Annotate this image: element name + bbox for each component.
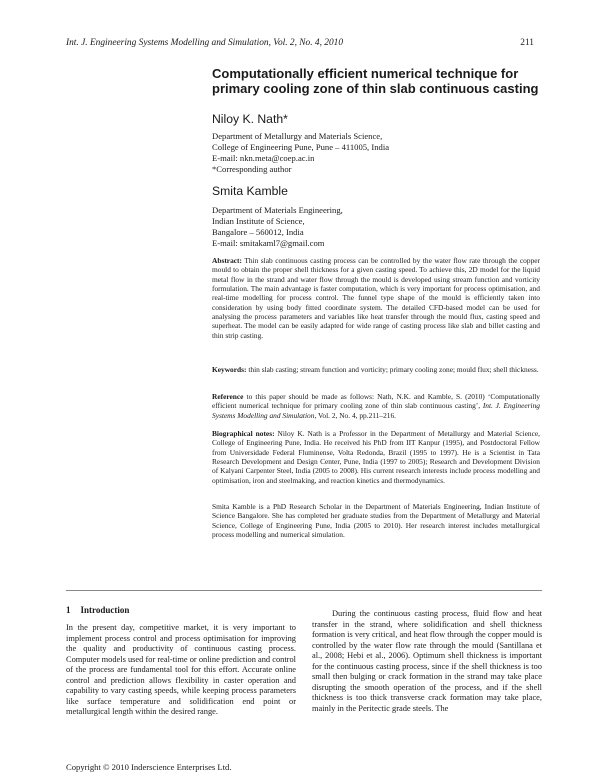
section-divider	[66, 590, 542, 591]
biographical-notes-2	[212, 502, 540, 539]
affiliation-line: E-mail: nkn.meta@coep.ac.in	[212, 153, 315, 163]
running-header	[66, 38, 534, 52]
copyright-footer: Copyright © 2010 Inderscience Enterprises Ltd.	[66, 762, 232, 772]
author-name: Smita Kamble	[212, 184, 288, 198]
bio-text: Smita Kamble is a PhD Research Scholar in the Department of Materials Engineering, Indian Institute of Science Bangalore. She has completed her graduate studies from the Department of Metallurgy and Material Science, College of Engineering Pune, India (2005 to 2010). Her research interest includes metallurgical process modelling and numerical simulation.	[212, 502, 540, 540]
abstract-label: Abstract:	[212, 256, 242, 265]
abstract	[212, 256, 540, 340]
reference-volume: , Vol. 2, No. 4, pp.211–216.	[314, 410, 397, 420]
reference	[212, 392, 540, 420]
keywords-label: Keywords:	[212, 365, 247, 374]
affiliation-line: Bangalore – 560012, India	[212, 227, 304, 237]
section-title: Introduction	[80, 605, 130, 615]
affiliation-line: Department of Materials Engineering,	[212, 205, 343, 215]
affiliation-line: E-mail: smitakaml7@gmail.com	[212, 238, 325, 248]
affiliation-line: College of Engineering Pune, Pune – 411005, India	[212, 142, 390, 152]
keywords-text: thin slab casting; stream function and vorticity; primary cooling zone; mould flux; shell thickness.	[248, 365, 539, 374]
journal-citation: Int. J. Engineering Systems Modelling and Simulation, Vol. 2, No. 4, 2010	[66, 38, 344, 48]
author-name: Niloy K. Nath*	[212, 112, 288, 126]
affiliation-line: Indian Institute of Science,	[212, 216, 305, 226]
affiliation-line: Department of Metallurgy and Materials Science,	[212, 131, 383, 141]
section-number: 1	[66, 605, 71, 615]
bio-text: Niloy K. Nath is a Professor in the Department of Metallurgy and Material Science, College of Engineering Pune, India. He received his PhD from IIT Kanpur (1995), and Postdoctoral Fellow from Universidade Federal Fluminense, Volta Redonda, Brazil (1995 to 1997). He is a Scientist in Tata Research Development and Design Center, Pune, India (1997 to 2005); Research and Development Division of Kalyani Carpenter Steel, India (2005 to 2008). His current research interests include process modelling and optimisation, iron and steelmaking, and reaction kinetics and thermodynamics.	[212, 429, 540, 485]
author-affiliation	[212, 131, 389, 175]
affiliation-line: *Corresponding author	[212, 164, 292, 174]
bio-label: Biographical notes:	[212, 429, 275, 438]
biographical-notes	[212, 429, 540, 485]
abstract-text: Thin slab continuous casting process can be controlled by the water flow rate through the copper mould to obtain the proper shell thickness for a given casting speed. To achieve this, 2D model for the liquid metal flow in the strand and water flow through the mould is developed using stream function and vorticity formulation. The main advantage is faster computation, which is very important for process optimisation, and real-time modelling for process control. The funnel type shape of the mould is efficiently taken into consideration by using body fitted coordinate system. The detailed CFD-based model can be used for analysing the process parameters and variables like heat transfer through the mould flux, casting speed and superheat. The model can be easily adapted for wide range of casting process like slab and billet casting and thin strip casting.	[212, 256, 541, 340]
author-affiliation	[212, 205, 343, 249]
section-heading	[66, 605, 139, 615]
keywords	[212, 365, 540, 374]
reference-label: Reference	[212, 392, 244, 401]
page-number: 211	[520, 38, 534, 48]
paper-title: Computationally efficient numerical technique for primary cooling zone of thin slab continuous casting	[212, 66, 539, 96]
intro-right-column: During the continuous casting process, fluid flow and heat transfer in the strand, where solidification and shell thickness formation is very critical, and heat flow through the copper mould is controlled by the water flow rate through the mould (Santillana et al., 2008; Hebi et al., 2006). Optimum shell thickness is important for the continuous casting process, since if the shell thickness is too small then bulging or crack formation in the strand may take place disrupting the smooth operation of the process, and if the shell thickness is too thick transverse crack formation may take place, mainly in the Peritectic grade steels. The	[312, 609, 542, 713]
reference-journal: Int. J. Engineering Systems Modelling and Simulation	[212, 401, 540, 420]
reference-text: to this paper should be made as follows: Nath, N.K. and Kamble, S. (2010) ‘Computationally efficient numerical technique for primary cooling zone of thin slab continuous casting’,	[212, 392, 540, 411]
intro-left-column: In the present day, competitive market, it is very important to implement process control and process optimisation for improving the quality and productivity of continuous casting process. Computer models used for real-time or online prediction and control of the process are fundamental tool for this effort. Accurate online control and prediction allows flexibility in caster operation and capability to vary casting speeds, while keeping process parameters like surface temperature and solidification end point or metallurgical length within the desired range.	[66, 623, 296, 716]
